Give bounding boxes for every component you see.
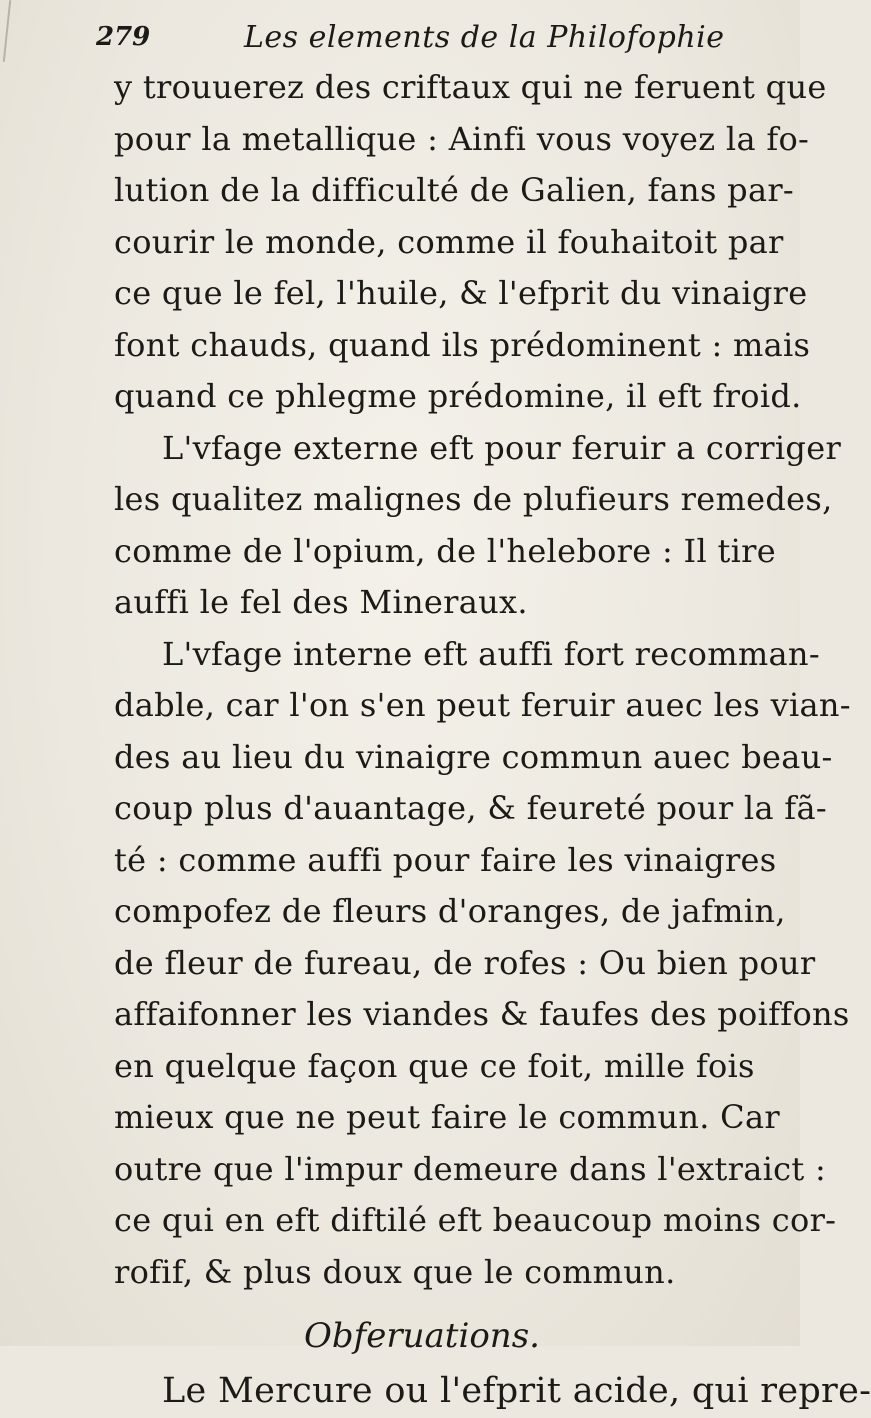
page-number: 279 xyxy=(96,22,151,52)
text-line: coup plus d'auantage, & feureté pour la fã- xyxy=(114,789,827,827)
paragraph-start-line: L'vfage externe eft pour feruir a corriger xyxy=(162,428,842,467)
text-line: les qualitez malignes de plufieurs remedes, xyxy=(114,480,833,518)
section-heading: Obferuations. xyxy=(304,1316,540,1356)
page-edge-mark xyxy=(3,0,11,62)
running-head: Les elements de la Philofophie xyxy=(244,20,725,55)
text-line: en quelque façon que ce foit, mille fois xyxy=(114,1046,755,1085)
text-line: pour la metallique : Ainfi vous voyez la fo- xyxy=(114,119,810,158)
text-line: des au lieu du vinaigre commun auec beau- xyxy=(114,737,833,776)
text-line: rofif, & plus doux que le commun. xyxy=(114,1252,676,1291)
text-line: quand ce phlegme prédomine, il eft froid. xyxy=(114,377,802,415)
text-line: courir le monde, comme il fouhaitoit par xyxy=(114,222,784,261)
text-line: compofez de fleurs d'oranges, de jafmin, xyxy=(114,892,786,930)
text-line: mieux que ne peut faire le commun. Car xyxy=(114,1098,780,1136)
text-line: ce qui en eft diftilé eft beaucoup moins cor- xyxy=(114,1201,837,1239)
text-line: font chauds, quand ils prédominent : mais xyxy=(114,325,811,364)
text-line: té : comme auffi pour faire les vinaigres xyxy=(114,840,777,879)
page-header xyxy=(96,18,736,58)
text-line: dable, car l'on s'en peut feruir auec les vian- xyxy=(114,686,851,724)
text-line: de fleur de fureau, de rofes : Ou bien pour xyxy=(114,943,816,982)
text-line: comme de l'opium, de l'helebore : Il tire xyxy=(114,531,777,570)
text-line: ce que le fel, l'huile, & l'efprit du vinaigre xyxy=(114,274,808,312)
paragraph-start-line: L'vfage interne eft auffi fort recomman- xyxy=(162,634,820,673)
text-line: affaifonner les viandes & faufes des poiffons xyxy=(114,995,850,1033)
text-line: auffi le fel des Mineraux. xyxy=(114,583,528,621)
text-line: outre que l'impur demeure dans l'extraict : xyxy=(114,1149,827,1188)
text-line: y trouuerez des criftaux qui ne feruent que xyxy=(114,68,827,106)
paragraph-start-line: Le Mercure ou l'efprit acide, qui repre- xyxy=(162,1371,871,1411)
text-line: lution de la difficulté de Galien, fans par- xyxy=(114,171,795,209)
page-body xyxy=(114,62,871,1418)
